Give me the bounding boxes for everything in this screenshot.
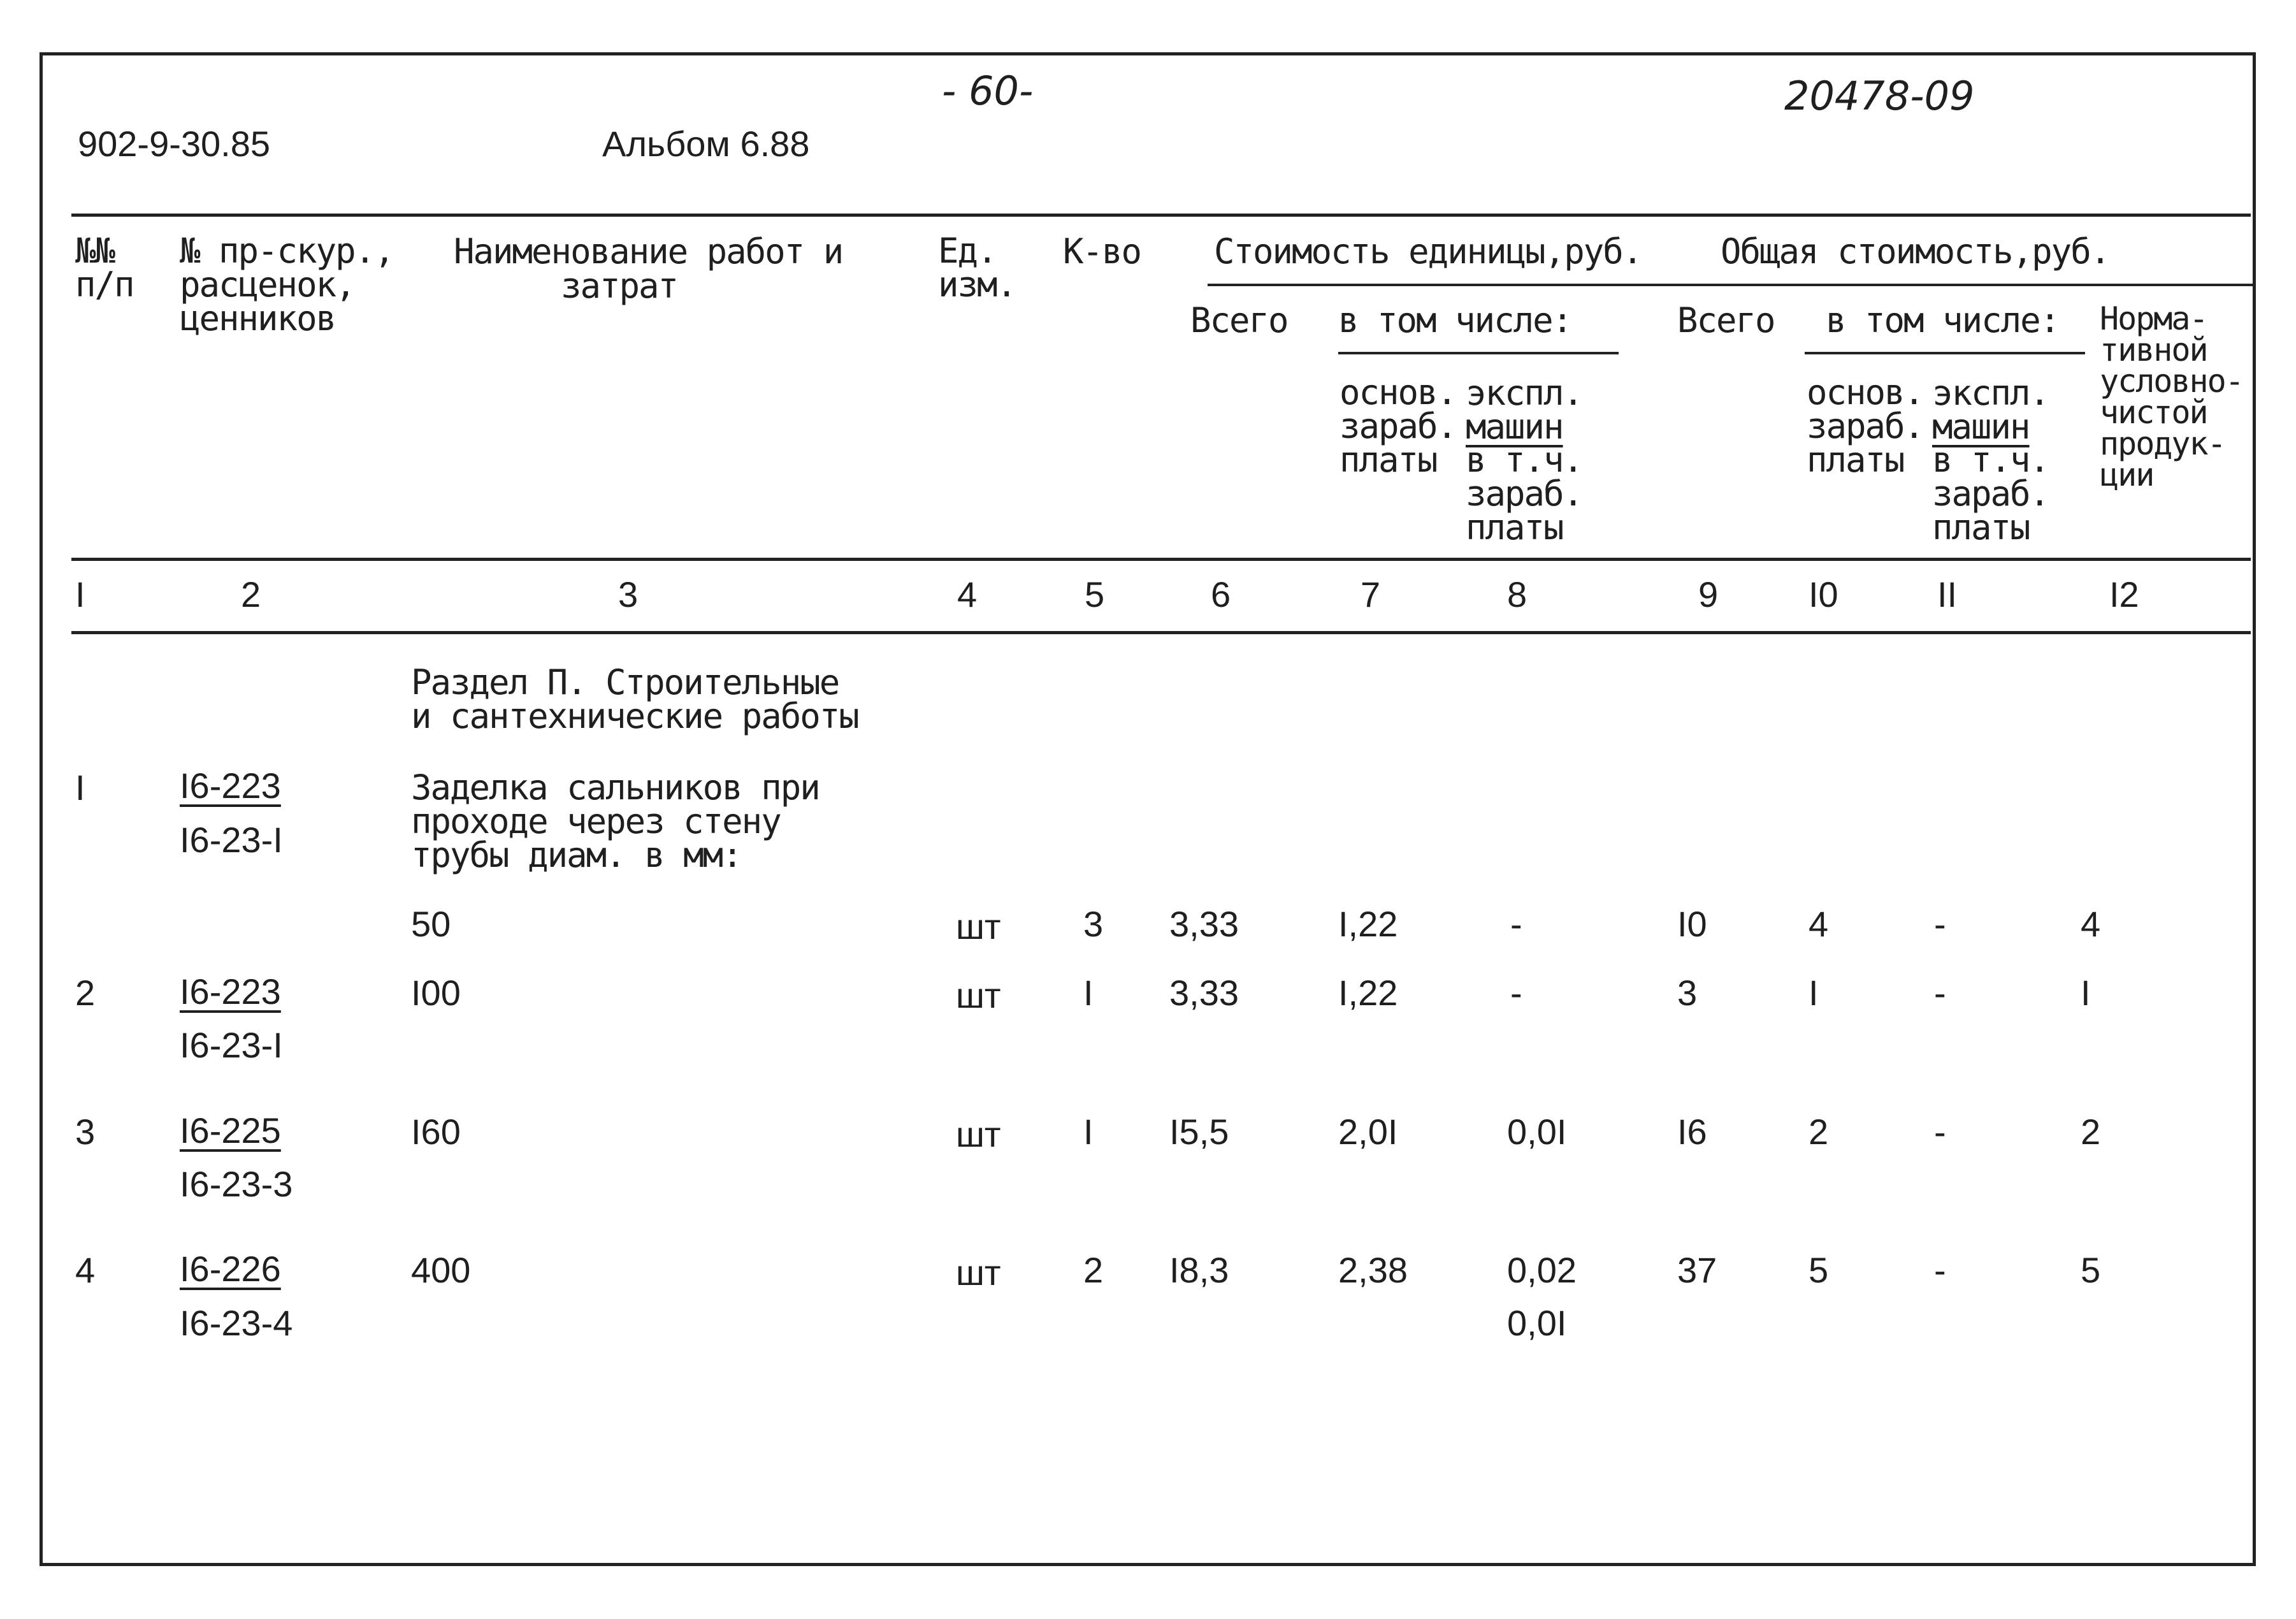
- col-header-machines-name-1: машин: [1466, 407, 1563, 447]
- row-qty: 2: [1083, 1250, 1104, 1290]
- col-header-name-2: затрат: [561, 266, 678, 306]
- row-wage: I,22: [1338, 904, 1398, 944]
- col-header-incl-1: в том числе:: [1338, 300, 1572, 340]
- row-subcode: I6-23-I: [180, 820, 283, 860]
- row-sum: I0: [1677, 904, 1707, 944]
- row-subcode: I6-23-I: [180, 1025, 283, 1065]
- row-normative: 5: [2081, 1250, 2101, 1290]
- row-total: I8,3: [1169, 1250, 1229, 1290]
- col-header-total-cost: Общая стоимость,руб.: [1721, 231, 2110, 272]
- row-sum-machines: -: [1934, 1112, 1946, 1152]
- row-sum-wage: 2: [1809, 1112, 1829, 1152]
- col-header-row-number: №№ п/п: [75, 231, 134, 305]
- col-header-machines-1: экспл.: [1466, 373, 1583, 413]
- row-normative: 2: [2081, 1112, 2101, 1152]
- row-number: 4: [75, 1250, 96, 1290]
- row-wage: 2,38: [1338, 1250, 1408, 1290]
- row-code: I6-223: [180, 971, 281, 1012]
- row-machines: 0,02: [1507, 1250, 1577, 1290]
- header-bottom-rule: [71, 558, 2251, 561]
- col-number: 2: [241, 574, 261, 614]
- row-unit: шт: [956, 1114, 1001, 1154]
- row-sum: 3: [1677, 973, 1698, 1013]
- page-number: - 60-: [942, 68, 1034, 114]
- row-code: I6-226: [180, 1249, 281, 1289]
- cost-group-rule: [1208, 284, 2253, 286]
- col-number: 7: [1361, 574, 1381, 614]
- col-number: 9: [1698, 574, 1719, 614]
- row-qty: 3: [1083, 904, 1104, 944]
- row-normative: I: [2081, 973, 2091, 1013]
- row-name: I60: [411, 1112, 461, 1152]
- col-header-all-2: Всего: [1677, 300, 1775, 340]
- col-header-unit: Ед. изм.: [938, 231, 1016, 305]
- col-header-unit-cost: Стоимость единицы,руб.: [1214, 231, 1642, 272]
- row-sum: I6: [1677, 1112, 1707, 1152]
- row-sum-wage: 5: [1809, 1250, 1829, 1290]
- col-header-base-wage-1: основ. зараб. платы: [1339, 372, 1457, 480]
- row-name: 50: [411, 904, 451, 944]
- col-header-all-1: Всего: [1190, 300, 1288, 340]
- col-header-machines-wage-2: в т.ч. зараб. платы: [1932, 440, 2049, 548]
- col-number: 8: [1507, 574, 1527, 614]
- row-sum-wage: 4: [1809, 904, 1829, 944]
- row-subcode: I6-23-4: [180, 1303, 293, 1343]
- row-machines: 0,0I: [1507, 1112, 1567, 1152]
- table-top-rule: [71, 214, 2251, 217]
- row-total: I5,5: [1169, 1112, 1229, 1152]
- row-number: 3: [75, 1112, 96, 1152]
- col-number: II: [1937, 574, 1958, 614]
- row-machines-wage: 0,0I: [1507, 1303, 1567, 1343]
- row-unit: шт: [956, 1252, 1001, 1293]
- row-total: 3,33: [1169, 973, 1239, 1013]
- row-wage: 2,0I: [1338, 1112, 1398, 1152]
- col-header-incl-2: в том числе:: [1826, 300, 2060, 340]
- row-code: I6-225: [180, 1110, 281, 1151]
- row-machines: -: [1510, 904, 1522, 944]
- row-sum-machines: -: [1934, 973, 1946, 1013]
- col-header-normative: Норма- тивной условно- чистой продук- ции: [2100, 300, 2243, 493]
- col-header-machines-name-2: машин: [1932, 407, 2030, 447]
- row-qty: I: [1083, 1112, 1094, 1152]
- row-name: 400: [411, 1250, 471, 1290]
- row-code: I6-223: [180, 766, 281, 806]
- inventory-number: 20478-09: [1784, 73, 1975, 119]
- row-sum-wage: I: [1809, 973, 1819, 1013]
- row-unit: шт: [956, 906, 1001, 947]
- col-header-machines-wage-1: в т.ч. зараб. платы: [1466, 440, 1583, 548]
- col-header-qty: К-во: [1063, 231, 1141, 272]
- row-wage: I,22: [1338, 973, 1398, 1013]
- col-header-code: № пр-скур., расценок, ценников: [180, 231, 394, 338]
- section-title: Раздел П. Строительные и сантехнические работы: [411, 662, 858, 736]
- row-sum-machines: -: [1934, 904, 1946, 944]
- incl-rule-1: [1338, 352, 1619, 354]
- work-description: Заделка сальников при проходе через стену трубы диам. в мм:: [411, 767, 819, 875]
- column-numbers-rule: [71, 631, 2251, 634]
- col-number: I2: [2109, 574, 2139, 614]
- row-sum-machines: -: [1934, 1250, 1946, 1290]
- row-number: 2: [75, 973, 96, 1013]
- col-number: I: [75, 574, 85, 614]
- row-qty: I: [1083, 973, 1094, 1013]
- col-number: 5: [1085, 574, 1105, 614]
- incl-rule-2: [1805, 352, 2085, 354]
- col-number: 3: [618, 574, 639, 614]
- col-header-name: Наименование работ и: [454, 231, 843, 272]
- album-label: Альбом 6.88: [602, 124, 810, 164]
- row-number: I: [75, 767, 85, 808]
- col-number: I0: [1809, 574, 1838, 614]
- row-normative: 4: [2081, 904, 2101, 944]
- row-name: I00: [411, 973, 461, 1013]
- col-number: 6: [1211, 574, 1231, 614]
- row-unit: шт: [956, 975, 1001, 1015]
- row-subcode: I6-23-3: [180, 1164, 293, 1204]
- row-total: 3,33: [1169, 904, 1239, 944]
- row-machines: -: [1510, 973, 1522, 1013]
- col-number: 4: [957, 574, 978, 614]
- doc-code: 902-9-30.85: [78, 124, 271, 164]
- col-header-machines-2: экспл.: [1932, 373, 2049, 413]
- col-header-base-wage-2: основ. зараб. платы: [1807, 372, 1924, 480]
- row-sum: 37: [1677, 1250, 1717, 1290]
